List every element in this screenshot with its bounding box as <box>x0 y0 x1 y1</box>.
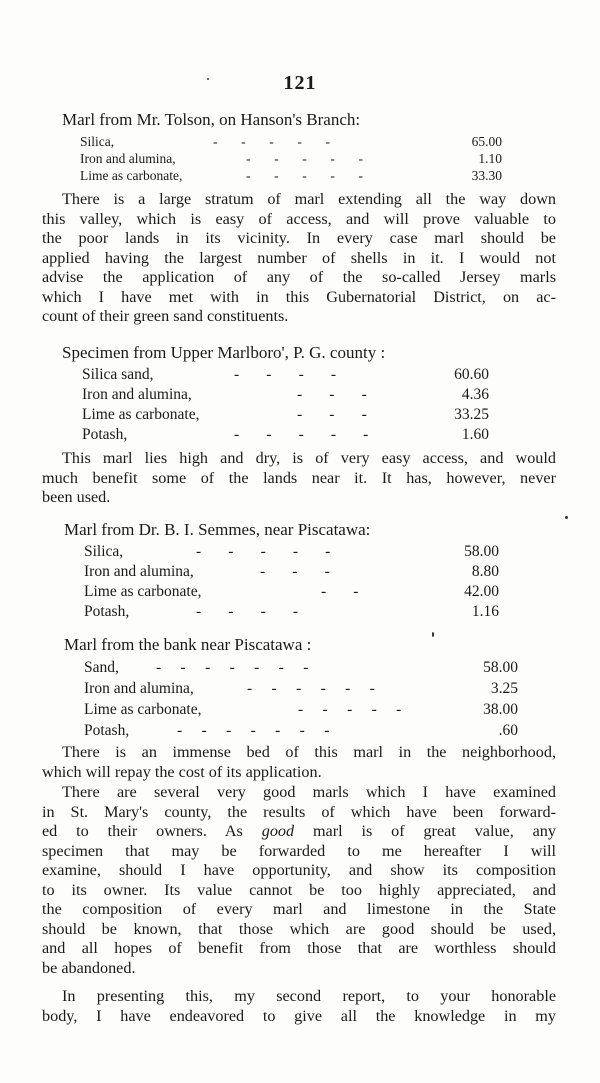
row-label: Potash, <box>84 603 130 620</box>
row-dots: - - - - - <box>234 426 369 443</box>
table-row <box>82 426 489 446</box>
row-dots: - - - - - <box>213 134 330 149</box>
text-line: body, I have endeavored to give all the knowledge in my <box>42 1006 556 1025</box>
row-value: 4.36 <box>461 386 489 403</box>
row-value: 1.10 <box>478 151 502 166</box>
text-line: in St. Mary's county, the results of which have been forward- <box>42 802 556 821</box>
row-label: Lime as carbonate, <box>84 583 202 600</box>
row-value: 58.00 <box>464 543 499 560</box>
table-row <box>82 366 489 386</box>
row-value: 3.25 <box>490 680 518 697</box>
text-line: There is an immense bed of this marl in the neighborhood, <box>62 743 556 761</box>
table-row <box>84 680 518 701</box>
row-dots: - - - - <box>234 366 337 383</box>
text-line: examine, should I have opportunity, and show its composition <box>42 861 556 879</box>
text-line: which will repay the cost of its application. <box>42 762 322 781</box>
row-label: Iron and alumina, <box>82 386 192 403</box>
row-label: Iron and alumina, <box>84 563 194 580</box>
row-label: Lime as carbonate, <box>80 168 183 183</box>
text-line: much benefit some of the lands near it. It has, however, never <box>42 468 556 487</box>
semmes-analysis-table <box>84 543 499 623</box>
row-dots: - - - <box>297 406 367 423</box>
row-dots: - - - - - <box>246 168 363 183</box>
row-dots: - - - - - <box>298 701 402 718</box>
table-row <box>82 406 489 426</box>
row-value: 42.00 <box>464 583 499 600</box>
row-label: Iron and alumina, <box>84 680 194 697</box>
text-line: In presenting this, my second report, to your honorable <box>62 987 556 1005</box>
table-row <box>84 722 518 743</box>
paragraph-st-marys <box>42 783 556 978</box>
row-dots: - - - - - - - <box>156 659 309 676</box>
text-line: specimen that may be forwarded to me hereafter I will <box>42 841 556 860</box>
text-line: applied having the largest number of shells in it. I would not <box>42 248 556 267</box>
row-dots: - - <box>321 583 359 600</box>
text-line <box>42 822 556 842</box>
text-line: should be known, that those which are good should be used, <box>42 919 556 938</box>
table-row <box>84 701 518 722</box>
paragraph-tolson-stratum <box>42 190 556 327</box>
paragraph-marlboro-note <box>42 449 556 508</box>
text-line: this valley, which is easy of access, and will prove valuable to <box>42 209 556 228</box>
text-fragment: marl is of great value, any <box>312 822 556 840</box>
text-fragment: ed to their owners. As <box>42 822 262 840</box>
table-row <box>82 386 489 406</box>
row-dots: - - - - <box>196 603 299 620</box>
row-value: 8.80 <box>471 563 499 580</box>
table-row <box>80 151 502 168</box>
row-value: 60.60 <box>454 366 489 383</box>
semmes-heading: Marl from Dr. B. I. Semmes, near Piscatawa: <box>64 520 371 539</box>
print-speck <box>207 78 209 80</box>
text-line: which I have met with in this Gubernatorial District, on ac- <box>42 287 556 306</box>
print-speck <box>432 632 434 637</box>
text-line: been used. <box>42 488 111 506</box>
row-value: 38.00 <box>483 701 518 718</box>
text-line: count of their green sand constituents. <box>42 307 289 325</box>
row-label: Potash, <box>84 722 130 739</box>
row-value: 65.00 <box>471 134 502 149</box>
emphasis-word: good <box>261 822 295 840</box>
row-dots: - - - - - <box>246 151 363 166</box>
marlboro-heading: Specimen from Upper Marlboro', P. G. county : <box>62 343 386 362</box>
table-row <box>84 543 499 563</box>
print-speck <box>565 516 568 519</box>
row-value: .60 <box>498 722 518 739</box>
paragraph-bank-note <box>42 743 556 782</box>
text-line: the composition of every marl and limestone in the State <box>42 900 556 918</box>
table-row <box>84 603 499 623</box>
page-number: 121 <box>283 72 317 94</box>
text-line: the poor lands in its vicinity. In every case marl should be <box>42 229 556 247</box>
paragraph-presenting <box>42 987 556 1026</box>
text-line: There are several very good marls which I have examined <box>62 783 556 801</box>
row-label: Iron and alumina, <box>80 151 176 166</box>
table-row <box>80 168 502 185</box>
row-label: Lime as carbonate, <box>84 701 202 718</box>
row-value: 33.25 <box>454 406 489 423</box>
text-line: and all hopes of benefit from those that are worthless should <box>42 939 556 957</box>
row-label: Sand, <box>84 659 119 676</box>
text-line: to its owner. Its value cannot be too highly appreciated, and <box>42 880 556 899</box>
row-value: 33.30 <box>471 168 502 183</box>
table-row <box>80 134 502 151</box>
table-row <box>84 659 518 680</box>
row-label: Lime as carbonate, <box>82 406 200 423</box>
row-dots: - - - - - <box>196 543 331 560</box>
text-line: be abandoned. <box>42 958 136 977</box>
row-dots: - - - - - - - <box>177 722 330 739</box>
table-row <box>84 563 499 583</box>
tolson-analysis-table <box>80 134 502 185</box>
row-dots: - - - - - - <box>247 680 375 697</box>
row-value: 1.60 <box>461 426 489 443</box>
text-line: This marl lies high and dry, is of very easy access, and would <box>62 449 556 467</box>
row-value: 58.00 <box>483 659 518 676</box>
table-row <box>84 583 499 603</box>
tolson-heading: Marl from Mr. Tolson, on Hanson's Branch: <box>62 110 361 129</box>
text-line: advise the application of any of the so-called Jersey marls <box>42 268 556 286</box>
text-line: There is a large stratum of marl extending all the way down <box>62 190 556 208</box>
row-label: Potash, <box>82 426 128 443</box>
bank-analysis-table <box>84 659 518 743</box>
row-dots: - - - <box>260 563 330 580</box>
bank-heading: Marl from the bank near Piscatawa : <box>64 635 312 654</box>
row-value: 1.16 <box>471 603 499 620</box>
row-label: Silica, <box>84 543 124 560</box>
row-dots: - - - <box>297 386 367 403</box>
row-label: Silica, <box>80 134 115 149</box>
row-label: Silica sand, <box>82 366 154 383</box>
marlboro-analysis-table <box>82 366 489 446</box>
